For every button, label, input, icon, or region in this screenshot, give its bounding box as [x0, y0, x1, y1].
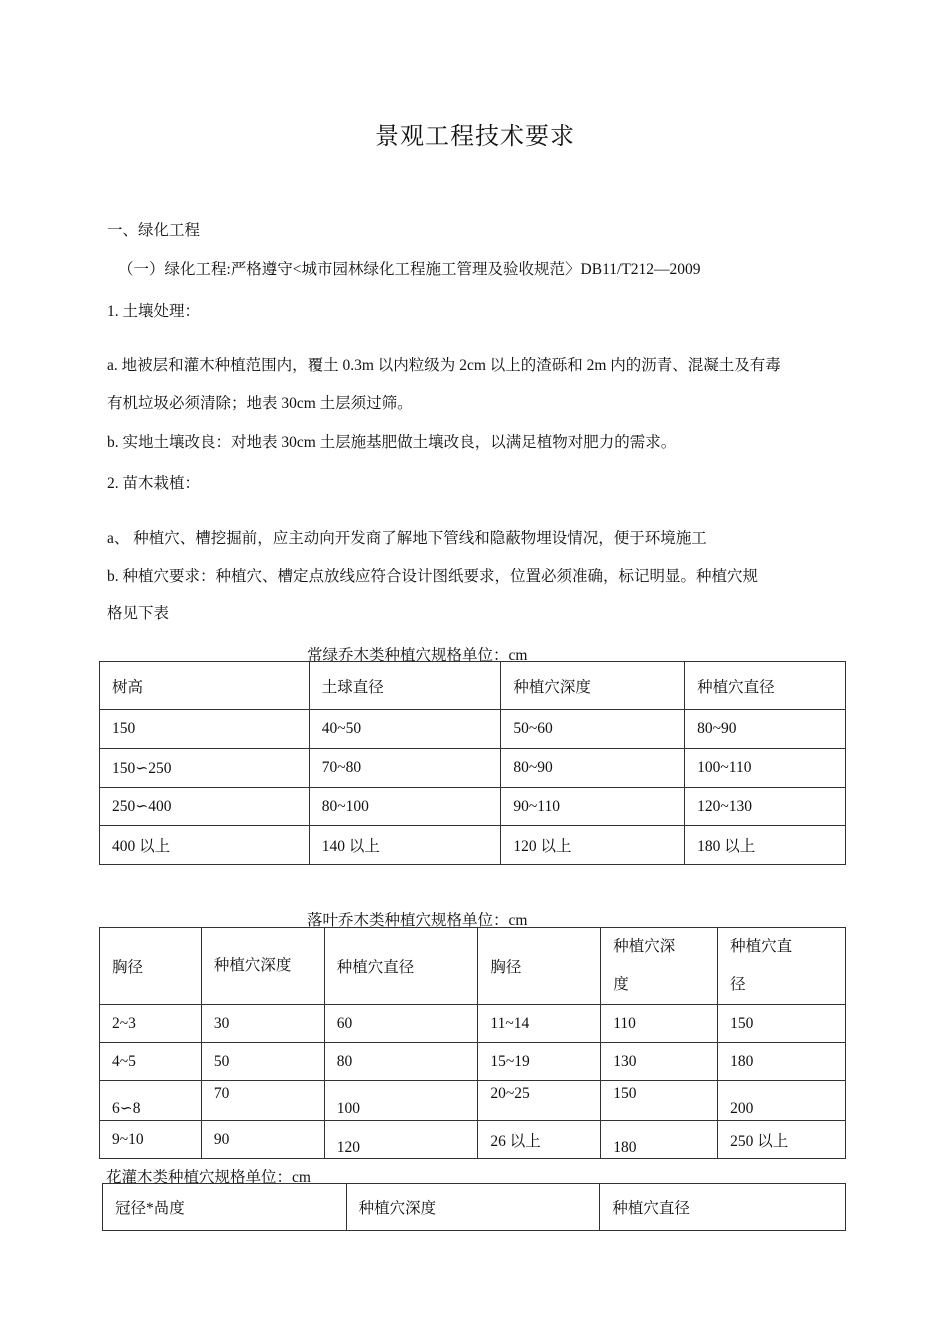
table-cell: 250 以上	[718, 1121, 846, 1159]
table-cell: 140 以上	[309, 826, 501, 865]
table-cell: 11~14	[478, 1005, 601, 1043]
table-cell: 70~80	[309, 749, 501, 788]
table-cell: 30	[201, 1005, 324, 1043]
table-cell: 6∽8	[100, 1081, 202, 1121]
item-2b-line2: 格见下表	[107, 605, 170, 622]
table-cell: 80	[324, 1043, 478, 1081]
table-header-row	[100, 662, 846, 710]
table-header-cell: 胸径	[478, 928, 601, 1005]
table-header-cell: 土球直径	[309, 662, 501, 710]
table-cell: 9~10	[100, 1121, 202, 1159]
page-title: 景观工程技术要求	[375, 124, 575, 150]
table-cell: 80~100	[309, 788, 501, 826]
evergreen-table	[99, 661, 846, 865]
item-1a-line1: a. 地被层和灌木种植范围内，覆土 0.3m 以内粒级为 2cm 以上的渣砾和 2m 内的沥青、混凝土及有毒	[107, 357, 781, 374]
table-cell: 50~60	[501, 710, 685, 749]
table-cell: 80~90	[685, 710, 846, 749]
table-cell: 40~50	[309, 710, 501, 749]
table-header-cell: 种植穴直径	[600, 1184, 846, 1231]
table-header-cell: 种植穴深度	[501, 662, 685, 710]
table-cell: 60	[324, 1005, 478, 1043]
table-cell: 200	[718, 1081, 846, 1121]
subsection-heading: （一）绿化工程:严格遵守<城市园林绿化工程施工管理及验收规范〉DB11/T212—2009	[118, 261, 701, 278]
table-header-cell: 冠径*咼度	[103, 1184, 347, 1231]
table-cell: 130	[601, 1043, 718, 1081]
table-cell: 150	[100, 710, 310, 749]
deciduous-table	[99, 927, 846, 1159]
table-cell: 26 以上	[478, 1121, 601, 1159]
table-row	[100, 1081, 846, 1121]
table-cell: 70	[201, 1081, 324, 1121]
item-2b-line1: b. 种植穴要求：种植穴、槽定点放线应符合设计图纸要求，位置必须准确，标记明显。种植穴规	[107, 568, 759, 585]
table-row	[100, 710, 846, 749]
table-cell: 90	[201, 1121, 324, 1159]
table-cell: 80~90	[501, 749, 685, 788]
item-1b: b. 实地土壤改良：对地表 30cm 土层施基肥做土壤改良，以满足植物对肥力的需求。	[107, 434, 677, 451]
table-cell: 150∽250	[100, 749, 310, 788]
table-cell: 4~5	[100, 1043, 202, 1081]
table-cell: 110	[601, 1005, 718, 1043]
table-cell: 180	[601, 1121, 718, 1159]
table-header-cell: 树高	[100, 662, 310, 710]
item-2a: a、 种植穴、槽挖掘前，应主动向开发商了解地下管线和隐蔽物埋设情况，便于环境施工	[107, 530, 707, 547]
table-cell: 150	[601, 1081, 718, 1121]
table-header-cell: 种植穴直径	[685, 662, 846, 710]
table-cell: 180 以上	[685, 826, 846, 865]
table-cell: 2~3	[100, 1005, 202, 1043]
table-header-cell: 种植穴直径	[718, 928, 846, 1005]
table-cell: 120~130	[685, 788, 846, 826]
table-cell: 50	[201, 1043, 324, 1081]
table-cell: 120	[324, 1121, 478, 1159]
item-seedling-planting: 2. 苗木栽植：	[107, 475, 201, 492]
table-row	[100, 1005, 846, 1043]
table-row	[100, 1121, 846, 1159]
shrub-table	[102, 1183, 846, 1231]
table-cell: 400 以上	[100, 826, 310, 865]
table-cell: 250∽400	[100, 788, 310, 826]
table-row	[100, 788, 846, 826]
item-1a-line2: 有机垃圾必须清除；地表 30cm 土层须过筛。	[107, 395, 413, 412]
table-row	[100, 1043, 846, 1081]
table-cell: 180	[718, 1043, 846, 1081]
table-header-row	[100, 928, 846, 1005]
table-header-cell: 种植穴直径	[324, 928, 478, 1005]
table-header-row	[103, 1184, 846, 1231]
table-cell: 150	[718, 1005, 846, 1043]
table-cell: 100~110	[685, 749, 846, 788]
table3-caption: 花灌木类种植穴规格单位：cm	[106, 1169, 311, 1186]
section-heading-greening: 一、绿化工程	[107, 222, 201, 239]
table-cell: 90~110	[501, 788, 685, 826]
item-soil-treatment: 1. 土壤处理：	[107, 303, 201, 320]
table-cell: 20~25	[478, 1081, 601, 1121]
table-header-cell: 种植穴深度	[601, 928, 718, 1005]
table-header-cell: 种植穴深度	[346, 1184, 600, 1231]
table1-caption: 常绿乔木类种植穴规格单位：cm	[307, 647, 528, 664]
table2-caption: 落叶乔木类种植穴规格单位：cm	[307, 912, 528, 929]
table-cell: 15~19	[478, 1043, 601, 1081]
table-row	[100, 749, 846, 788]
table-header-cell: 种植穴深度	[201, 928, 324, 1005]
table-cell: 120 以上	[501, 826, 685, 865]
table-row	[100, 826, 846, 865]
table-cell: 100	[324, 1081, 478, 1121]
table-header-cell: 胸径	[100, 928, 202, 1005]
